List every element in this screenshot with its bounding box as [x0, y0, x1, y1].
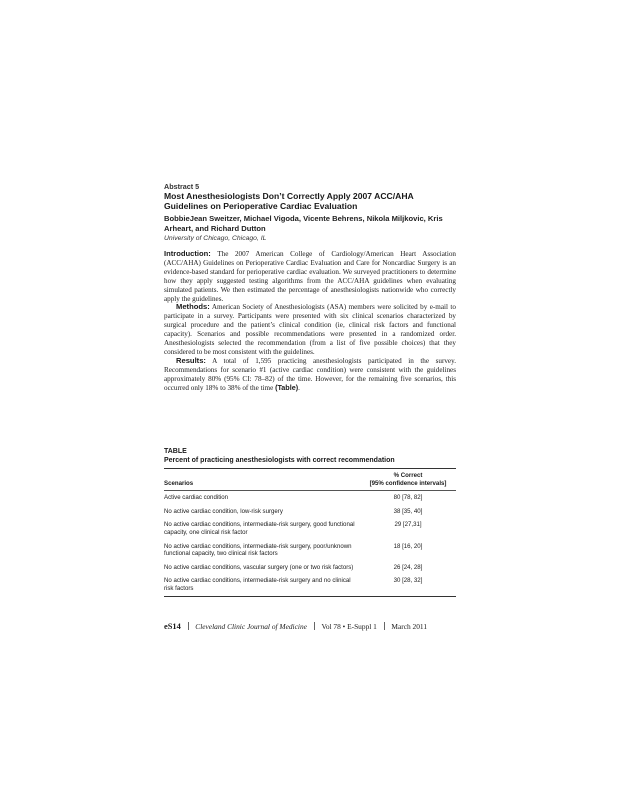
introduction-paragraph	[164, 250, 456, 303]
methods-label: Methods:	[176, 302, 210, 312]
publication-date: March 2011	[391, 622, 428, 631]
table-row	[164, 561, 456, 575]
results-label: Results:	[176, 355, 206, 365]
footer-divider	[188, 622, 189, 630]
scenario-cell: No active cardiac conditions, vascular surgery (one or two risk factors)	[164, 563, 354, 571]
results-table	[164, 468, 456, 597]
table-row	[164, 574, 456, 596]
table-row	[164, 540, 456, 561]
results-end: .	[298, 383, 300, 392]
percent-cell: 38 [35, 40]	[393, 507, 423, 515]
author-list: BobbieJean Sweitzer, Michael Vigoda, Vicente Behrens, Nikola Miljkovic, Kris Arheart, and Richard Dutton	[164, 214, 443, 233]
results-text: A total of 1,595 practicing anesthesiologists participated in the survey. Recommendations for scenario #1 (active cardiac condition) were consistent with the guidelines approximately 80% (95% CI: 78–82) of the time. However, for the remaining five scenarios, this occurred only 18% to 38% of the time	[164, 356, 456, 392]
scenario-cell: No active cardiac conditions, intermediate-risk surgery, poor/unknown functional capacity, two clinical risk factors	[164, 542, 352, 558]
introduction-label: Introduction:	[164, 249, 211, 258]
percent-cell: 30 [28, 32]	[393, 577, 423, 585]
table-heading	[164, 447, 456, 465]
header-percent-correct	[360, 469, 456, 491]
volume-info: Vol 78 • E-Suppl 1	[321, 622, 377, 631]
abstract-title: Most Anesthesiologists Don’t Correctly Apply 2007 ACC/AHA Guidelines on Perioperative Cardiac Evaluation	[164, 191, 414, 212]
introduction-text: The 2007 American College of Cardiology/American Heart Association (ACC/AHA) Guidelines on Perioperative Cardiac Evaluation and Care for Noncardiac Surgery is an evidence-based standard for perioperative cardiac evaluation. We surveyed practitioners to determine how they apply suggested testing algorithms from the ACC/AHA guidelines when evaluating simulated patients. We then estimated the percentage of anesthesiologists nationwide who correctly apply the guidelines.	[164, 250, 457, 303]
footer-divider	[384, 622, 385, 630]
table-caption: Percent of practicing anesthesiologists with correct recommendation	[164, 457, 395, 464]
journal-name: Cleveland Clinic Journal of Medicine	[195, 622, 307, 631]
table-reference: (Table)	[275, 382, 299, 392]
header-pct-line2: [95% confidence intervals]	[369, 479, 447, 487]
header-scenarios: Scenarios	[164, 479, 194, 487]
scenario-cell: No active cardiac conditions, intermediate-risk surgery, good functional capacity, one clinical risk factor	[164, 521, 355, 536]
percent-cell: 80 [78, 82]	[393, 494, 423, 502]
percent-cell: 29 [27,31]	[394, 521, 422, 529]
percent-cell: 26 [24, 28]	[393, 563, 423, 571]
table-row	[164, 505, 456, 519]
footer-divider	[314, 622, 315, 630]
table-header-row	[164, 469, 456, 491]
scenario-cell: No active cardiac conditions, intermediate-risk surgery and no clinical risk factors	[164, 577, 351, 592]
abstract-label: Abstract 5	[164, 182, 200, 191]
methods-text: American Society of Anesthesiologists (ASA) members were solicited by e-mail to participate in a survey. Participants were presented with six clinical scenarios characterized by surgical procedure and the patient’s clinical condition (ie, clinical risk factors and functional capacity). Scenarios and possible recommendations were presented in a randomized order. Anesthesiologists selected the recommendation (from a list of five possible choices) that they considered to be most consistent with the guidelines.	[164, 303, 456, 356]
percent-cell: 18 [16, 20]	[393, 542, 423, 550]
header-pct-line1: % Correct	[393, 472, 423, 479]
abstract-body	[164, 250, 456, 393]
affiliation: University of Chicago, Chicago, IL	[164, 235, 267, 242]
scenario-cell: No active cardiac condition, low-risk surgery	[164, 507, 283, 515]
table-row	[164, 518, 456, 539]
results-paragraph	[164, 357, 456, 393]
methods-paragraph	[164, 303, 456, 356]
page-number: eS14	[164, 622, 181, 631]
table-label: TABLE	[164, 448, 187, 455]
table-row	[164, 491, 456, 505]
scenario-cell: Active cardiac condition	[164, 494, 229, 502]
page-footer	[164, 622, 456, 631]
